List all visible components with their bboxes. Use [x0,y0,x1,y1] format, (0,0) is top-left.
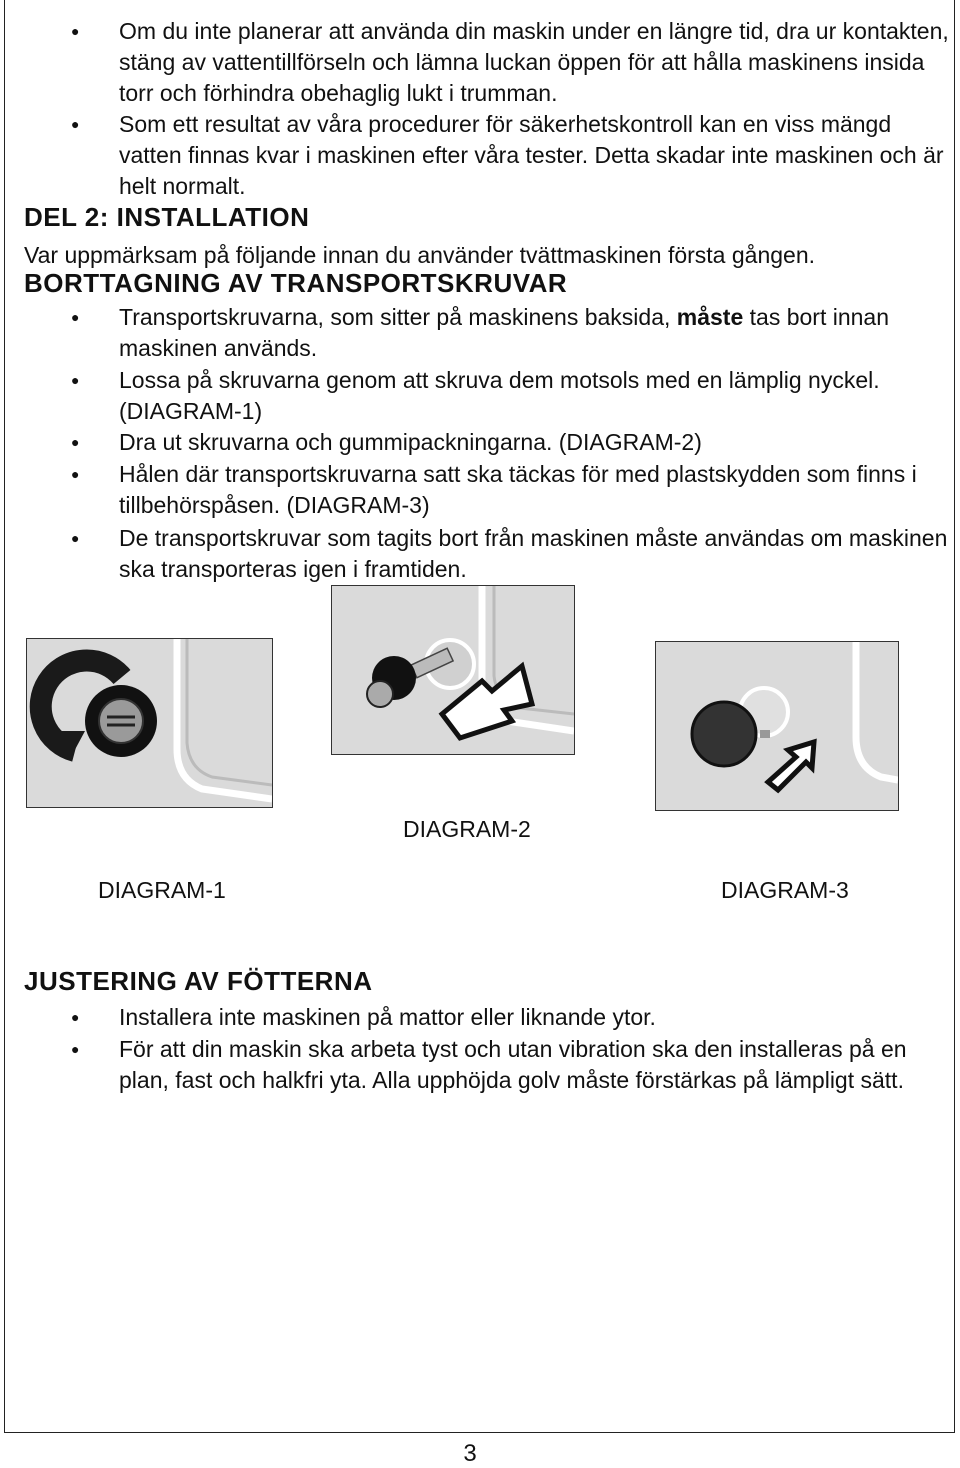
transport-bullet-1: Transportskruvarna, som sitter på maskinens baksida, måste tas bort innan maskinen används. [119,304,890,361]
bullet-dot: ● [71,309,80,325]
section-heading-transport-bolts: BORTTAGNING AV TRANSPORTSKRUVAR [24,268,568,298]
section-heading-installation: DEL 2: INSTALLATION [24,202,310,232]
paragraph-unused-machine: Om du inte planerar att använda din maskin under en längre tid, dra ur kontakten, stäng av vattentillförseln och lämna luckan öppen för att hålla maskinens insida torr och förhindra obehaglig lukt i trumman. [119,18,949,106]
transport-bullet-5: De transportskruvar som tagits bort från maskinen måste användas om maskinen ska transporteras igen i framtiden. [119,525,948,582]
feet-bullet-1: Installera inte maskinen på mattor eller liknande ytor. [119,1004,656,1030]
caption-diagram-1: DIAGRAM-1 [98,877,226,903]
diagram-1-image [26,638,273,808]
page-number: 3 [463,1440,477,1467]
paragraph-residual-water: Som ett resultat av våra procedurer för säkerhetskontroll kan en viss mängd vatten finnas kvar i maskinen efter våra tester. Detta skadar inte maskinen och är helt normalt. [119,111,944,199]
bullet-dot: ● [71,530,80,546]
transport-bullet-4: Hålen där transportskruvarna satt ska täckas för med plastskydden som finns i tillbehörspåsen. (DIAGRAM-3) [119,461,917,518]
diagram-2-image [331,585,575,755]
bullet-dot: ● [71,23,80,39]
caption-diagram-3: DIAGRAM-3 [721,877,849,903]
bullet-dot: ● [71,1041,80,1057]
bullet-dot: ● [71,434,80,450]
diagram-3-image [655,641,899,811]
transport-bullet-2: Lossa på skruvarna genom att skruva dem motsols med en lämplig nyckel. (DIAGRAM-1) [119,367,880,424]
feet-bullet-2: För att din maskin ska arbeta tyst och utan vibration ska den installeras på en plan, fast och halkfri yta. Alla upphöjda golv måste förstärkas på lämpligt sätt. [119,1036,907,1093]
bullet-dot: ● [71,372,80,388]
bullet-dot: ● [71,116,80,132]
installation-intro: Var uppmärksam på följande innan du använder tvättmaskinen första gången. [24,242,816,268]
caption-diagram-2: DIAGRAM-2 [403,816,531,842]
transport-bullet-3: Dra ut skruvarna och gummipackningarna. (DIAGRAM-2) [119,429,702,455]
section-heading-adjusting-feet: JUSTERING AV FÖTTERNA [24,966,373,996]
bullet-dot: ● [71,1009,80,1025]
bullet-dot: ● [71,466,80,482]
